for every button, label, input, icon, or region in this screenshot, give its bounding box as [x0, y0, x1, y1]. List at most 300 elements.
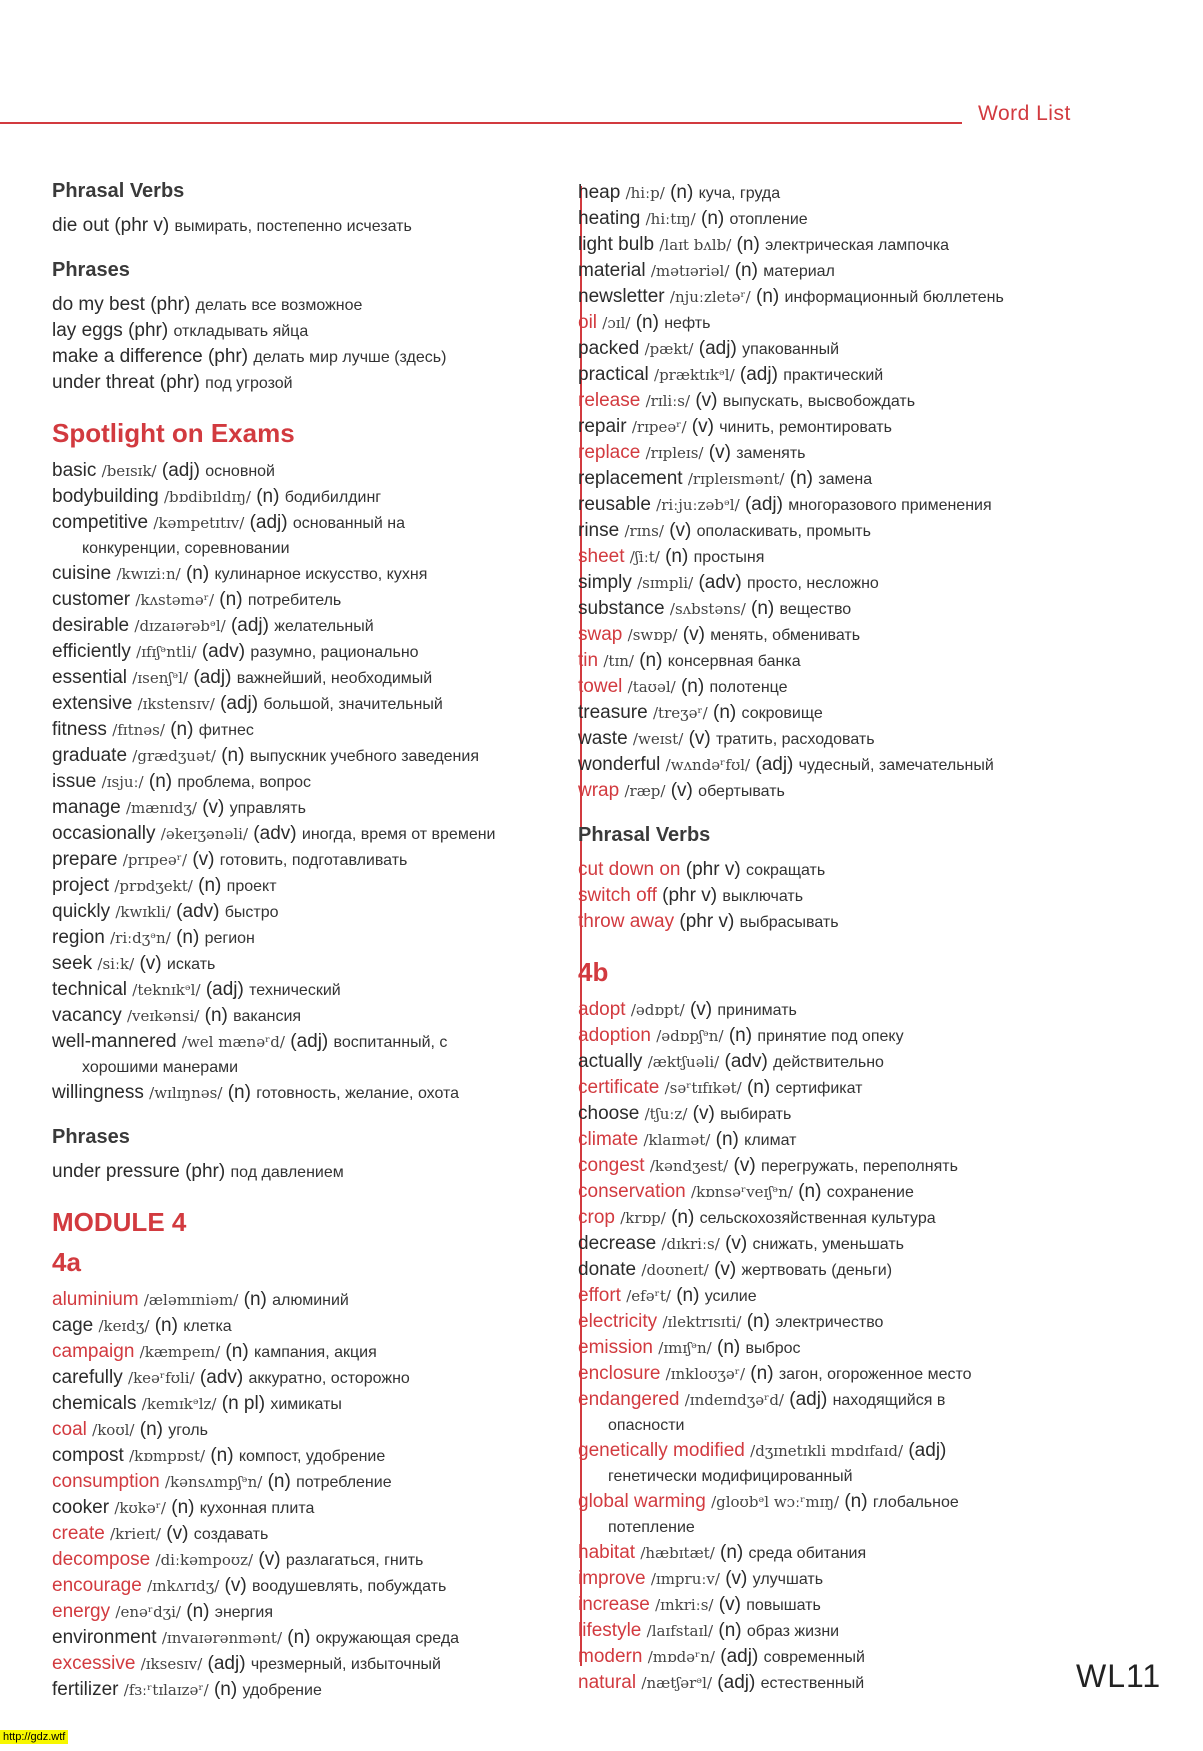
headword: natural [578, 1672, 637, 1693]
translation: заменять [736, 445, 806, 462]
transcription: /kʊkəʳ/ [114, 1499, 166, 1517]
part-of-speech: (n) [720, 1542, 744, 1563]
headword: swap [578, 624, 623, 645]
headword: replace [578, 442, 641, 463]
part-of-speech: (n pl) [221, 1393, 266, 1414]
word-entry [578, 1644, 1098, 1670]
word-entry [52, 1003, 562, 1029]
headword: seek [52, 953, 93, 974]
word-entry [578, 440, 1098, 466]
translation: компост, удобрение [238, 1448, 386, 1465]
word-entry [578, 1231, 1098, 1257]
headword: under threat [52, 372, 155, 393]
part-of-speech: (n) [736, 234, 760, 255]
translation: чрезмерный, избыточный [250, 1656, 441, 1673]
word-entry [578, 752, 1098, 778]
translation: просто, несложно [747, 575, 879, 592]
word-entry [578, 1023, 1098, 1049]
translation: кампания, акция [253, 1344, 377, 1361]
word-entry [52, 665, 562, 691]
part-of-speech: (n) [227, 1082, 251, 1103]
part-of-speech: (v) [691, 416, 714, 437]
part-of-speech: (n) [746, 1311, 770, 1332]
headword: replacement [578, 468, 683, 489]
translation: аккуратно, осторожно [248, 1370, 410, 1387]
word-entry [578, 1309, 1098, 1335]
headword: rinse [578, 520, 620, 541]
headword: packed [578, 338, 640, 359]
transcription: /æləmɪniəm/ [143, 1291, 239, 1309]
translation: фитнес [198, 722, 254, 739]
translation-continued: конкуренции, соревновании [82, 540, 290, 557]
transcription: /doʊneɪt/ [641, 1261, 709, 1279]
phrases-heading: Phrases [52, 259, 130, 281]
word-entry [578, 1489, 1098, 1540]
translation: разлагаться, гнить [285, 1552, 424, 1569]
headword: reusable [578, 494, 651, 515]
translation: естественный [760, 1675, 865, 1692]
translation: современный [763, 1649, 865, 1666]
transcription: /enəʳdʒi/ [115, 1603, 181, 1621]
word-entry [578, 997, 1098, 1023]
part-of-speech: (n) [171, 1497, 195, 1518]
translation: полотенце [709, 679, 788, 696]
headword: global warming [578, 1491, 706, 1512]
transcription: /əkeɪʒənəli/ [160, 825, 249, 843]
word-entry [52, 484, 562, 510]
translation: большой, значительный [263, 696, 443, 713]
section-4b-list [578, 997, 1098, 1696]
part-of-speech: (adj) [720, 1646, 759, 1667]
transcription: /taʊəl/ [627, 678, 676, 696]
headword: customer [52, 589, 131, 610]
word-entry [52, 213, 562, 239]
headword: technical [52, 979, 127, 1000]
translation: образ жизни [746, 1623, 840, 1640]
transcription: /rɪpeəʳ/ [631, 418, 687, 436]
word-entry [578, 1618, 1098, 1644]
transcription: /kwɪziːn/ [116, 565, 181, 583]
headword: die out [52, 215, 110, 236]
transcription: /rɪliːs/ [645, 392, 691, 410]
right-top-list [578, 180, 1098, 804]
word-entry [52, 691, 562, 717]
word-entry [578, 1205, 1098, 1231]
translation: сокращать [745, 862, 826, 879]
word-entry [52, 1573, 562, 1599]
translation: готовность, желание, охота [256, 1085, 460, 1102]
transcription: /ɪksesɪv/ [140, 1655, 203, 1673]
word-entry [578, 570, 1098, 596]
transcription: /klaɪmət/ [643, 1131, 711, 1149]
transcription: /hiːp/ [625, 184, 665, 202]
word-entry [578, 1670, 1098, 1696]
translation: под давлением [230, 1164, 344, 1181]
headword: region [52, 927, 105, 948]
transcription: /keɪdʒ/ [98, 1317, 150, 1335]
transcription: /pækt/ [644, 340, 694, 358]
word-entry [52, 769, 562, 795]
headword: graduate [52, 745, 128, 766]
translation: среда обитания [748, 1545, 867, 1562]
translation: разумно, рационально [250, 644, 419, 661]
section-4a-list [52, 1287, 562, 1703]
left-phrasal-verbs-list [52, 213, 562, 239]
translation: жертвовать (деньги) [741, 1262, 893, 1279]
transcription: /ədɒpʃᵊn/ [656, 1027, 724, 1045]
headword: certificate [578, 1077, 660, 1098]
transcription: /ɪnkʌrɪdʒ/ [147, 1577, 220, 1595]
part-of-speech: (n) [243, 1289, 267, 1310]
part-of-speech: (n) [170, 719, 194, 740]
word-entry [52, 1599, 562, 1625]
transcription: /kəndʒest/ [649, 1157, 729, 1175]
part-of-speech: (adj) [207, 1653, 246, 1674]
section-4a-heading: 4a [52, 1247, 81, 1277]
word-entry [578, 674, 1098, 700]
transcription: /rɪns/ [624, 522, 664, 540]
word-entry [52, 1159, 562, 1185]
transcription: /ɪlektrɪsɪti/ [662, 1313, 742, 1331]
translation: менять, обменивать [710, 627, 861, 644]
headword: desirable [52, 615, 130, 636]
translation: электрическая лампочка [765, 237, 950, 254]
translation: сокровище [741, 705, 823, 722]
word-entry [578, 596, 1098, 622]
part-of-speech: (n) [219, 589, 243, 610]
transcription: /wɪlɪŋnəs/ [149, 1084, 223, 1102]
translation: кулинарное искусство, кухня [214, 566, 428, 583]
headword: heating [578, 208, 641, 229]
part-of-speech: (adj) [290, 1031, 329, 1052]
part-of-speech: (phr) [159, 372, 200, 393]
transcription: /sʌbstəns/ [669, 600, 746, 618]
word-entry [52, 795, 562, 821]
word-entry [578, 778, 1098, 804]
transcription: /sɪmpli/ [637, 574, 694, 592]
translation: выбирать [720, 1106, 792, 1123]
translation: выбрасывать [739, 914, 839, 931]
translation: куча, груда [698, 185, 781, 202]
transcription: /gloʊbᵊl wɔːʳmɪŋ/ [711, 1493, 840, 1511]
word-entry [52, 899, 562, 925]
headword: adoption [578, 1025, 651, 1046]
transcription: /tɪn/ [603, 652, 634, 670]
translation-continued: генетически модифицированный [608, 1468, 853, 1485]
transcription: /ədɒpt/ [630, 1001, 685, 1019]
headword: repair [578, 416, 627, 437]
part-of-speech: (n) [213, 1679, 238, 1700]
translation: загон, огороженное место [778, 1366, 972, 1383]
word-entry [52, 561, 562, 587]
headword: manage [52, 797, 121, 818]
word-entry [52, 1625, 562, 1651]
phrasal-verbs-heading: Phrasal Verbs [52, 180, 185, 202]
right-phrasal-verbs-heading: Phrasal Verbs [578, 824, 711, 846]
headword: carefully [52, 1367, 123, 1388]
transcription: /ɪsjuː/ [101, 773, 144, 791]
headword: throw away [578, 911, 675, 932]
word-entry [578, 883, 1098, 909]
transcription: /ɪkstensɪv/ [137, 695, 215, 713]
word-entry [52, 847, 562, 873]
headword: choose [578, 1103, 640, 1124]
translation: улучшать [752, 1571, 824, 1588]
word-entry [578, 1075, 1098, 1101]
word-entry [578, 700, 1098, 726]
word-entry [578, 1335, 1098, 1361]
transcription: /beɪsɪk/ [101, 462, 157, 480]
word-entry [578, 1049, 1098, 1075]
part-of-speech: (n) [185, 563, 210, 584]
translation: глобальное [872, 1494, 959, 1511]
word-entry [578, 1127, 1098, 1153]
translation: повышать [746, 1597, 821, 1614]
part-of-speech: (adj) [230, 615, 269, 636]
headword: energy [52, 1601, 111, 1622]
transcription: /laɪt bʌlb/ [659, 236, 732, 254]
headword: heap [578, 182, 621, 203]
part-of-speech: (n) [676, 1285, 700, 1306]
part-of-speech: (phr v) [114, 215, 170, 236]
headword: sheet [578, 546, 625, 567]
part-of-speech: (n) [221, 745, 245, 766]
headword: compost [52, 1445, 124, 1466]
translation: клетка [183, 1318, 232, 1335]
headword: aluminium [52, 1289, 139, 1310]
translation: быстро [224, 904, 279, 921]
spotlight-heading: Spotlight on Exams [52, 418, 295, 448]
translation: управлять [229, 800, 306, 817]
header-rule [0, 122, 962, 124]
translation: электричество [775, 1314, 884, 1331]
headword: cooker [52, 1497, 110, 1518]
part-of-speech: (v) [139, 953, 162, 974]
part-of-speech: (adj) [205, 979, 244, 1000]
translation: чудесный, замечательный [798, 757, 994, 774]
part-of-speech: (adv) [724, 1051, 768, 1072]
part-of-speech: (n) [639, 650, 663, 671]
part-of-speech: (n) [148, 771, 173, 792]
headword: endangered [578, 1389, 680, 1410]
translation: удобрение [242, 1682, 322, 1699]
headword: excessive [52, 1653, 136, 1674]
headword: practical [578, 364, 649, 385]
headword: crop [578, 1207, 615, 1228]
transcription: /mɒdəʳn/ [647, 1648, 715, 1666]
part-of-speech: (n) [225, 1341, 249, 1362]
section-4b-heading: 4b [578, 957, 609, 987]
headword: congest [578, 1155, 645, 1176]
word-entry [52, 873, 562, 899]
word-entry [578, 388, 1098, 414]
headword: quickly [52, 901, 111, 922]
headword: substance [578, 598, 665, 619]
word-entry [52, 925, 562, 951]
translation: энергия [214, 1604, 274, 1621]
transcription: /ɪsenʃᵊl/ [132, 669, 189, 687]
headword: genetically modified [578, 1440, 745, 1461]
part-of-speech: (phr v) [685, 859, 741, 880]
part-of-speech: (v) [725, 1568, 748, 1589]
translation: вакансия [233, 1008, 302, 1025]
translation: основанный на [292, 515, 406, 532]
transcription: /grædʒuət/ [132, 747, 216, 765]
translation: ополаскивать, промыть [696, 523, 871, 540]
transcription: /tʃuːz/ [644, 1105, 688, 1123]
translation: перегружать, переполнять [760, 1158, 958, 1175]
word-entry [52, 717, 562, 743]
right-phrasal-verbs-list [578, 857, 1098, 935]
translation: тратить, расходовать [716, 731, 875, 748]
headword: coal [52, 1419, 87, 1440]
transcription: /kəmpetɪtɪv/ [153, 514, 245, 532]
translation: создавать [193, 1526, 269, 1543]
headword: newsletter [578, 286, 665, 307]
word-entry [578, 1540, 1098, 1566]
headword: climate [578, 1129, 639, 1150]
transcription: /wel mænəʳd/ [181, 1033, 285, 1051]
headword: environment [52, 1627, 157, 1648]
headword: decrease [578, 1233, 657, 1254]
part-of-speech: (v) [202, 797, 225, 818]
translation: алюминий [272, 1292, 349, 1309]
word-entry [578, 284, 1098, 310]
translation: сельскохозяйственная культура [699, 1210, 936, 1227]
part-of-speech: (n) [715, 1129, 739, 1150]
headword: tin [578, 650, 599, 671]
part-of-speech: (adv) [698, 572, 742, 593]
part-of-speech: (adj) [789, 1389, 828, 1410]
word-entry [578, 909, 1098, 935]
word-entry [52, 292, 562, 318]
headword: adopt [578, 999, 626, 1020]
word-entry [52, 587, 562, 613]
part-of-speech: (adv) [201, 641, 246, 662]
part-of-speech: (phr) [185, 1161, 226, 1182]
word-entry [578, 518, 1098, 544]
translation: основной [205, 463, 275, 480]
word-entry [578, 1361, 1098, 1387]
part-of-speech: (n) [713, 702, 737, 723]
headword: competitive [52, 512, 149, 533]
transcription: /səʳtɪfɪkət/ [664, 1079, 742, 1097]
headword: prepare [52, 849, 118, 870]
headword: under pressure [52, 1161, 180, 1182]
translation: отопление [729, 211, 808, 228]
transcription: /hiːtɪŋ/ [645, 210, 696, 228]
part-of-speech: (v) [224, 1575, 247, 1596]
transcription: /kɒmpɒst/ [129, 1447, 206, 1465]
part-of-speech: (adv) [176, 901, 220, 922]
word-entry [578, 492, 1098, 518]
headword: willingness [52, 1082, 144, 1103]
translation-continued: опасности [608, 1417, 685, 1434]
headword: lay eggs [52, 320, 123, 341]
transcription: /wʌndəʳfʊl/ [665, 756, 751, 774]
part-of-speech: (phr v) [662, 885, 718, 906]
headword: cut down on [578, 859, 681, 880]
headword: increase [578, 1594, 650, 1615]
translation: потребление [296, 1474, 392, 1491]
transcription: /swɒp/ [627, 626, 678, 644]
translation: иногда, время от времени [301, 826, 496, 843]
word-entry [52, 1547, 562, 1573]
part-of-speech: (n) [671, 1207, 695, 1228]
word-entry [578, 232, 1098, 258]
headword: encourage [52, 1575, 142, 1596]
translation: практический [783, 367, 884, 384]
phrases-heading-2: Phrases [52, 1126, 130, 1148]
transcription: /prɒdʒekt/ [114, 877, 193, 895]
part-of-speech: (v) [733, 1155, 756, 1176]
headword: conservation [578, 1181, 686, 1202]
transcription: /veɪkənsi/ [126, 1007, 200, 1025]
part-of-speech: (n) [267, 1471, 291, 1492]
word-entry [578, 1101, 1098, 1127]
part-of-speech: (phr) [207, 346, 249, 367]
source-link[interactable]: http://gdz.wtf [0, 1730, 68, 1744]
translation: откладывать яйца [173, 323, 309, 340]
headword: chemicals [52, 1393, 137, 1414]
part-of-speech: (n) [717, 1337, 741, 1358]
headword: issue [52, 771, 97, 792]
word-entry [52, 1029, 562, 1080]
word-entry [578, 1387, 1098, 1438]
headword: cage [52, 1315, 94, 1336]
word-entry [578, 1566, 1098, 1592]
part-of-speech: (phr) [150, 294, 191, 315]
part-of-speech: (n) [670, 182, 694, 203]
translation: снижать, уменьшать [752, 1236, 905, 1253]
headword: actually [578, 1051, 643, 1072]
transcription: /ɪnkloʊʒəʳ/ [665, 1365, 746, 1383]
headword: donate [578, 1259, 637, 1280]
headword: essential [52, 667, 127, 688]
translation: замена [818, 471, 873, 488]
transcription: /kɒnsəʳveɪʃᵊn/ [691, 1183, 793, 1201]
translation: информационный бюллетень [784, 289, 1004, 306]
translation: выключать [722, 888, 804, 905]
translation: готовить, подготавливать [219, 852, 408, 869]
part-of-speech: (v) [714, 1259, 737, 1280]
word-entry [578, 1179, 1098, 1205]
part-of-speech: (adj) [193, 667, 232, 688]
transcription: /hæbɪtæt/ [640, 1544, 715, 1562]
transcription: /kənsʌmpʃᵊn/ [165, 1473, 263, 1491]
translation: принимать [717, 1002, 797, 1019]
transcription: /fɜːʳtɪlaɪzəʳ/ [123, 1681, 209, 1699]
headword: campaign [52, 1341, 135, 1362]
part-of-speech: (v) [718, 1594, 741, 1615]
part-of-speech: (adv) [199, 1367, 244, 1388]
headword: do my best [52, 294, 145, 315]
headword: fitness [52, 719, 107, 740]
headword: project [52, 875, 110, 896]
transcription: /koʊl/ [92, 1421, 135, 1439]
part-of-speech: (n) [287, 1627, 311, 1648]
headword: wonderful [578, 754, 661, 775]
part-of-speech: (n) [210, 1445, 234, 1466]
headword: create [52, 1523, 105, 1544]
transcription: /ɔɪl/ [602, 314, 631, 332]
part-of-speech: (n) [680, 676, 705, 697]
translation: простыня [693, 549, 765, 566]
translation: чинить, ремонтировать [719, 419, 892, 436]
transcription: /teknɪkᵊl/ [132, 981, 201, 999]
word-entry [578, 1257, 1098, 1283]
word-entry [578, 336, 1098, 362]
